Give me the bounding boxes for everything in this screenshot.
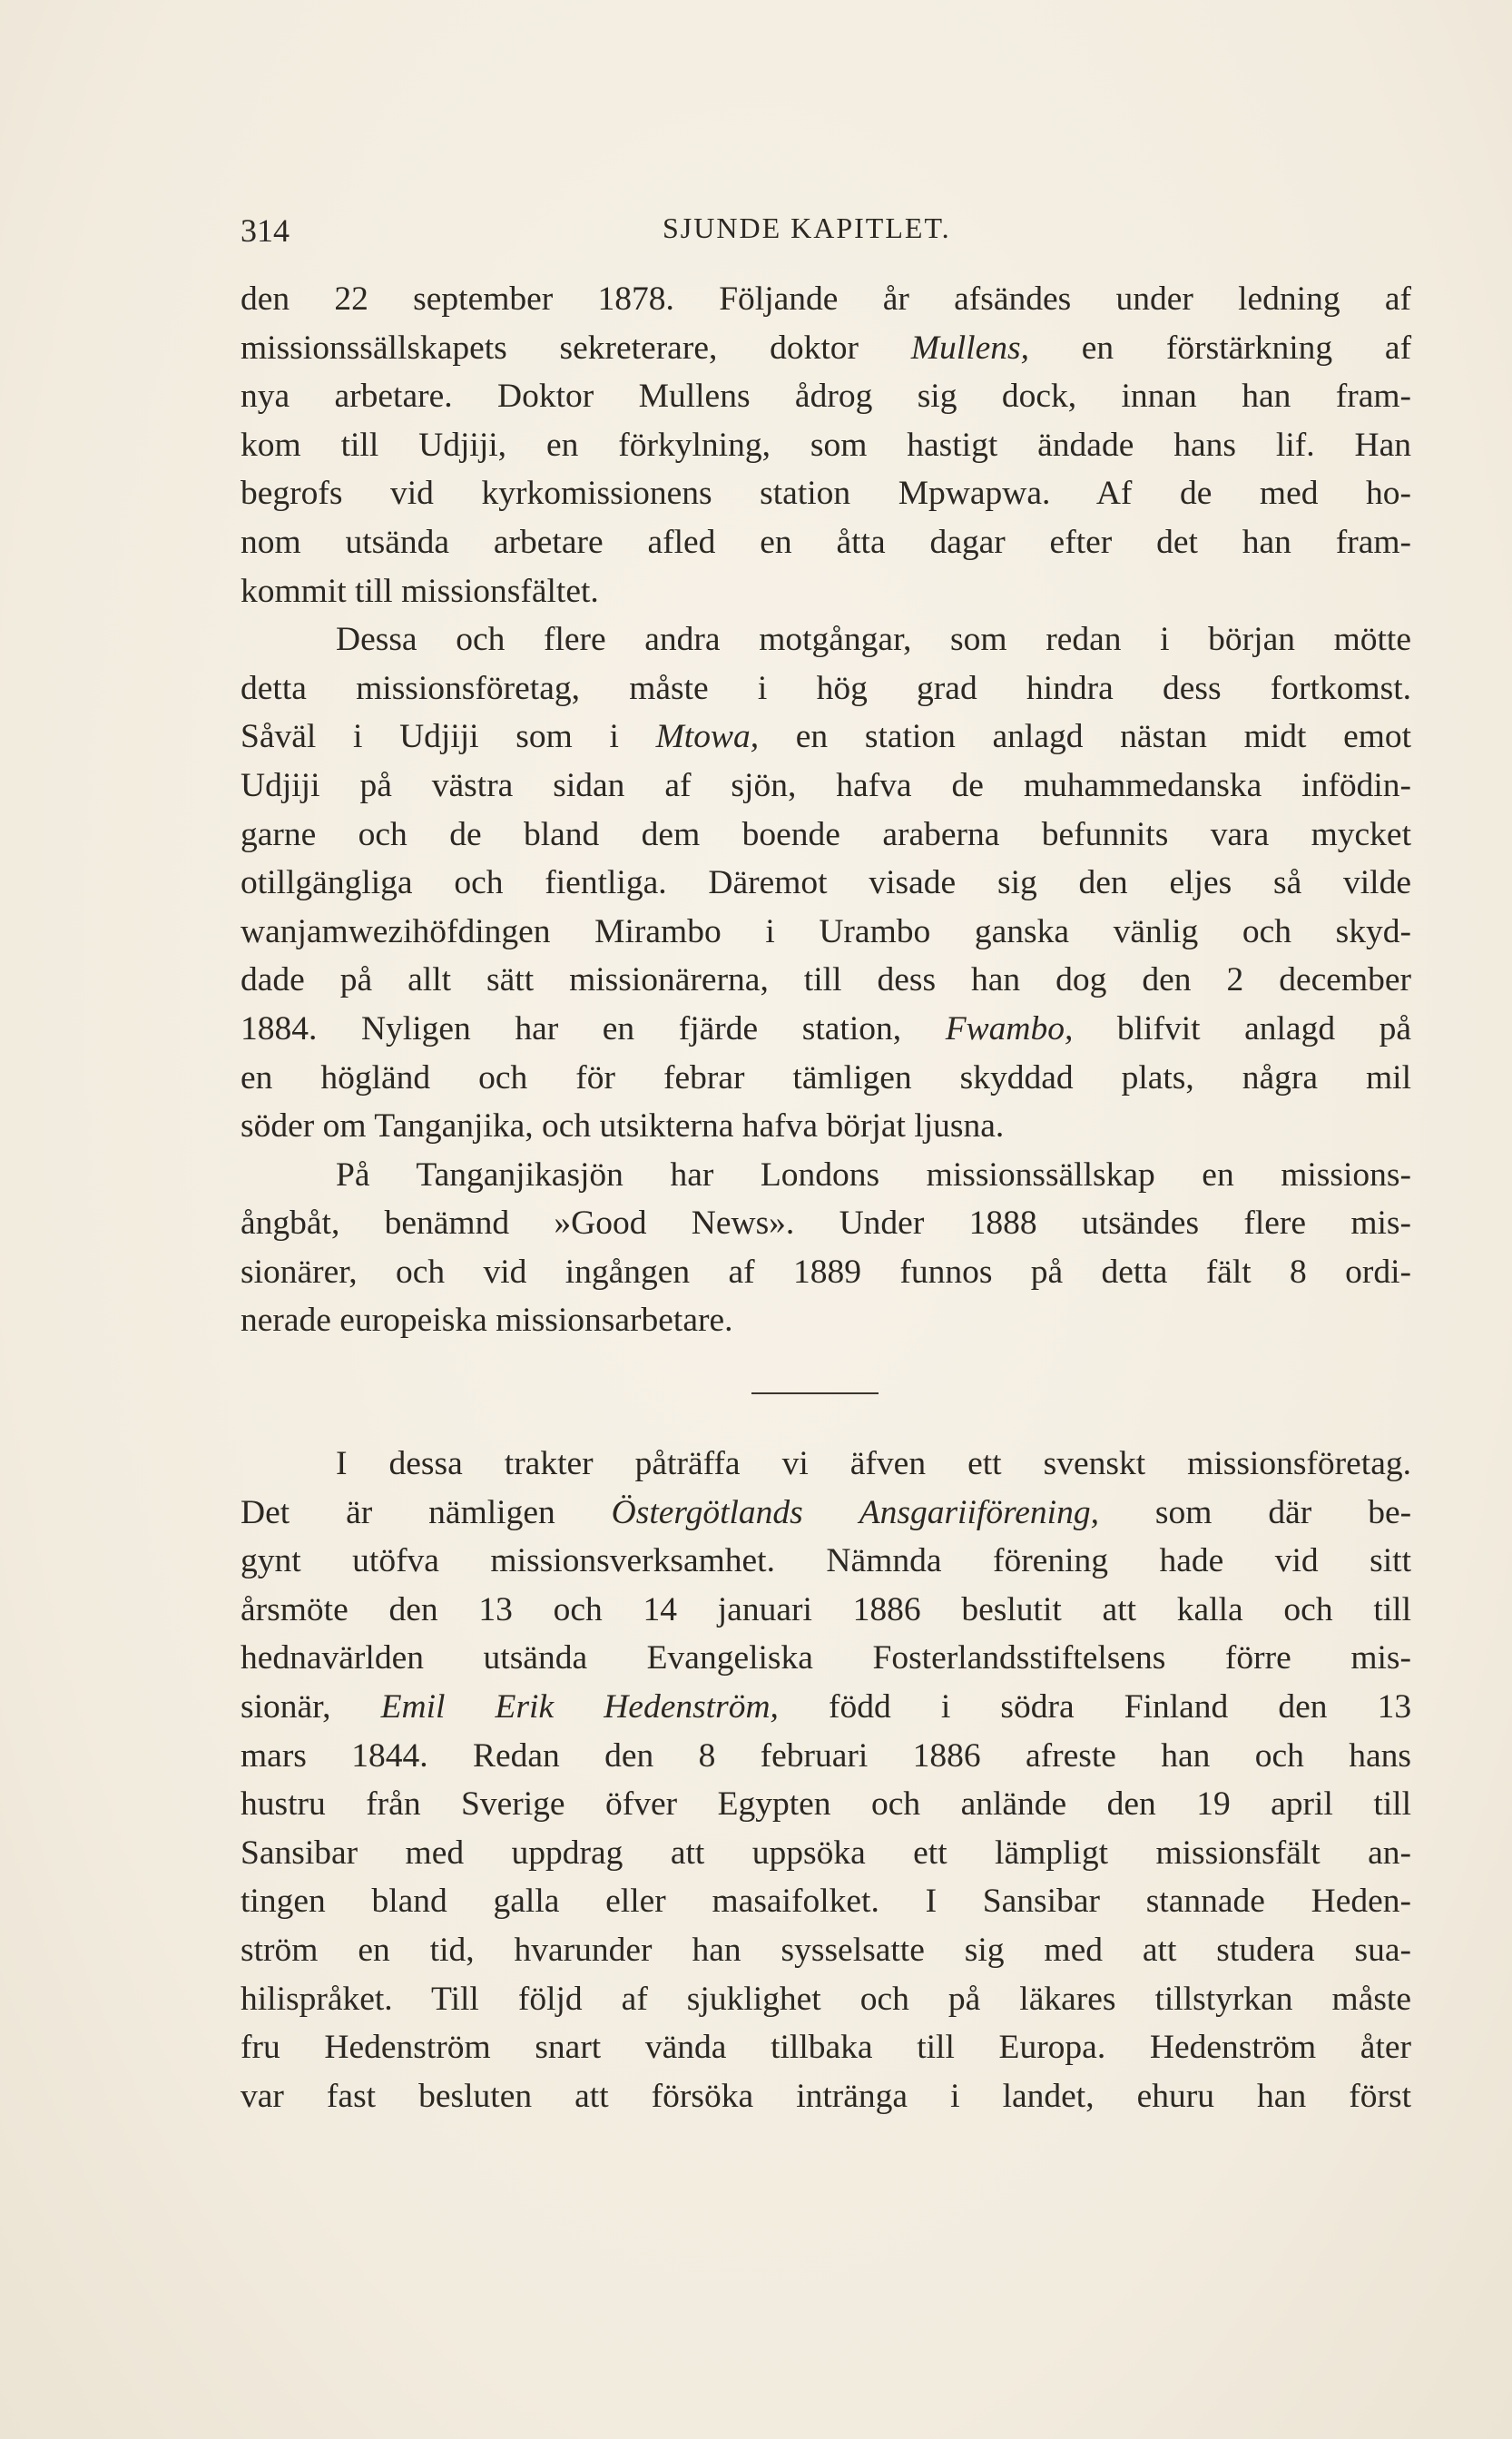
- text-line: tingen bland galla eller masaifolket. I Sansibar stannade Heden-: [241, 1883, 1411, 1921]
- italic-word: Mtowa,: [655, 718, 760, 756]
- text-line: hilispråket. Till följd af sjuklighet och på läkares tillstyrkan måste: [241, 1980, 1411, 2018]
- italic-word: Östergötlands: [611, 1493, 803, 1531]
- italic-word: Emil: [380, 1687, 446, 1726]
- text-line: Udjiji på västra sidan af sjön, hafva de muhammedanska infödin-: [241, 766, 1411, 804]
- text-line: Dessa och flere andra motgångar, som redan i början mötte: [336, 621, 1411, 659]
- text-line: Det är nämligen Östergötlands Ansgariiförening, som där be-: [241, 1493, 1412, 1531]
- text-line: årsmöte den 13 och 14 januari 1886 beslutit att kalla och till: [241, 1590, 1411, 1628]
- text-line: I dessa trakter påträffa vi äfven ett svenskt missionsföretag.: [336, 1445, 1411, 1482]
- text-line: kommit till missionsfältet.: [241, 572, 599, 610]
- text-line: otillgängliga och fientliga. Däremot visade sig den eljes så vilde: [241, 864, 1411, 902]
- italic-word: Erik: [495, 1687, 555, 1726]
- text-line: sionärer, och vid ingången af 1889 funnos på detta fält 8 ordi-: [241, 1253, 1411, 1291]
- text-line: garne och de bland dem boende araberna befunnits vara mycket: [241, 815, 1411, 853]
- text-line: gynt utöfva missionsverksamhet. Nämnda förening hade vid sitt: [241, 1542, 1411, 1580]
- running-head: SJUNDE KAPITLET.: [663, 211, 951, 244]
- text-line: söder om Tanganjika, och utsikterna hafva börjat ljusna.: [241, 1107, 1005, 1146]
- text-line: Sansibar med uppdrag att uppsöka ett lämpligt missionsfält an-: [241, 1834, 1411, 1872]
- italic-word: Ansgariiförening,: [859, 1493, 1099, 1531]
- text-line: missionssällskapets sekreterare, doktor Mullens, en förstärkning af: [241, 329, 1412, 367]
- text-line: den 22 september 1878. Följande år afsändes under ledning af: [241, 280, 1411, 318]
- italic-word: Fwambo,: [945, 1009, 1074, 1047]
- text-line: detta missionsföretag, måste i hög grad hindra dess fortkomst.: [241, 669, 1411, 707]
- page-number: 314: [241, 212, 290, 249]
- text-line: wanjamwezihöfdingen Mirambo i Urambo ganska vänlig och skyd-: [241, 912, 1411, 950]
- italic-word: Mullens,: [910, 329, 1029, 367]
- text-line: nya arbetare. Doktor Mullens ådrog sig dock, innan han fram-: [241, 378, 1411, 416]
- text-line: hednavärlden utsända Evangeliska Fosterlandsstiftelsens förre mis-: [241, 1639, 1411, 1677]
- italic-word: Hedenström,: [604, 1687, 779, 1726]
- text-line: ångbåt, benämnd »Good News». Under 1888 utsändes flere mis-: [241, 1205, 1411, 1243]
- section-divider: [751, 1392, 879, 1394]
- text-line: dade på allt sätt missionärerna, till dess han dog den 2 december: [241, 961, 1411, 999]
- text-line: mars 1844. Redan den 8 februari 1886 afreste han och hans: [241, 1736, 1411, 1775]
- text-line: nerade europeiska missionsarbetare.: [241, 1302, 733, 1340]
- text-line: hustru från Sverige öfver Egypten och anlände den 19 april till: [241, 1785, 1411, 1824]
- text-line: fru Hedenström snart vända tillbaka till Europa. Hedenström åter: [241, 2029, 1411, 2067]
- text-line: sionär, Emil Erik Hedenström, född i södra Finland den 13: [241, 1687, 1412, 1726]
- body-text-section-1: [241, 275, 1411, 1345]
- text-line: Såväl i Udjiji som i Mtowa, en station anlagd nästan midt emot: [241, 718, 1412, 756]
- page-header: [241, 211, 1411, 257]
- text-line: nom utsända arbetare afled en åtta dagar efter det han fram-: [241, 523, 1411, 561]
- text-line: 1884. Nyligen har en fjärde station, Fwambo, blifvit anlagd på: [241, 1009, 1412, 1047]
- text-line: ström en tid, hvarunder han sysselsatte sig med att studera sua-: [241, 1931, 1411, 1969]
- text-line: kom till Udjiji, en förkylning, som hastigt ändade hans lif. Han: [241, 426, 1411, 464]
- body-text-section-2: [241, 1440, 1411, 2120]
- text-line: var fast besluten att försöka intränga i landet, ehuru han först: [241, 2077, 1411, 2115]
- text-line: en högländ och för febrar tämligen skyddad plats, några mil: [241, 1058, 1411, 1097]
- text-line: På Tanganjikasjön har Londons missionssällskap en missions-: [336, 1156, 1411, 1194]
- text-line: begrofs vid kyrkomissionens station Mpwapwa. Af de med ho-: [241, 475, 1411, 513]
